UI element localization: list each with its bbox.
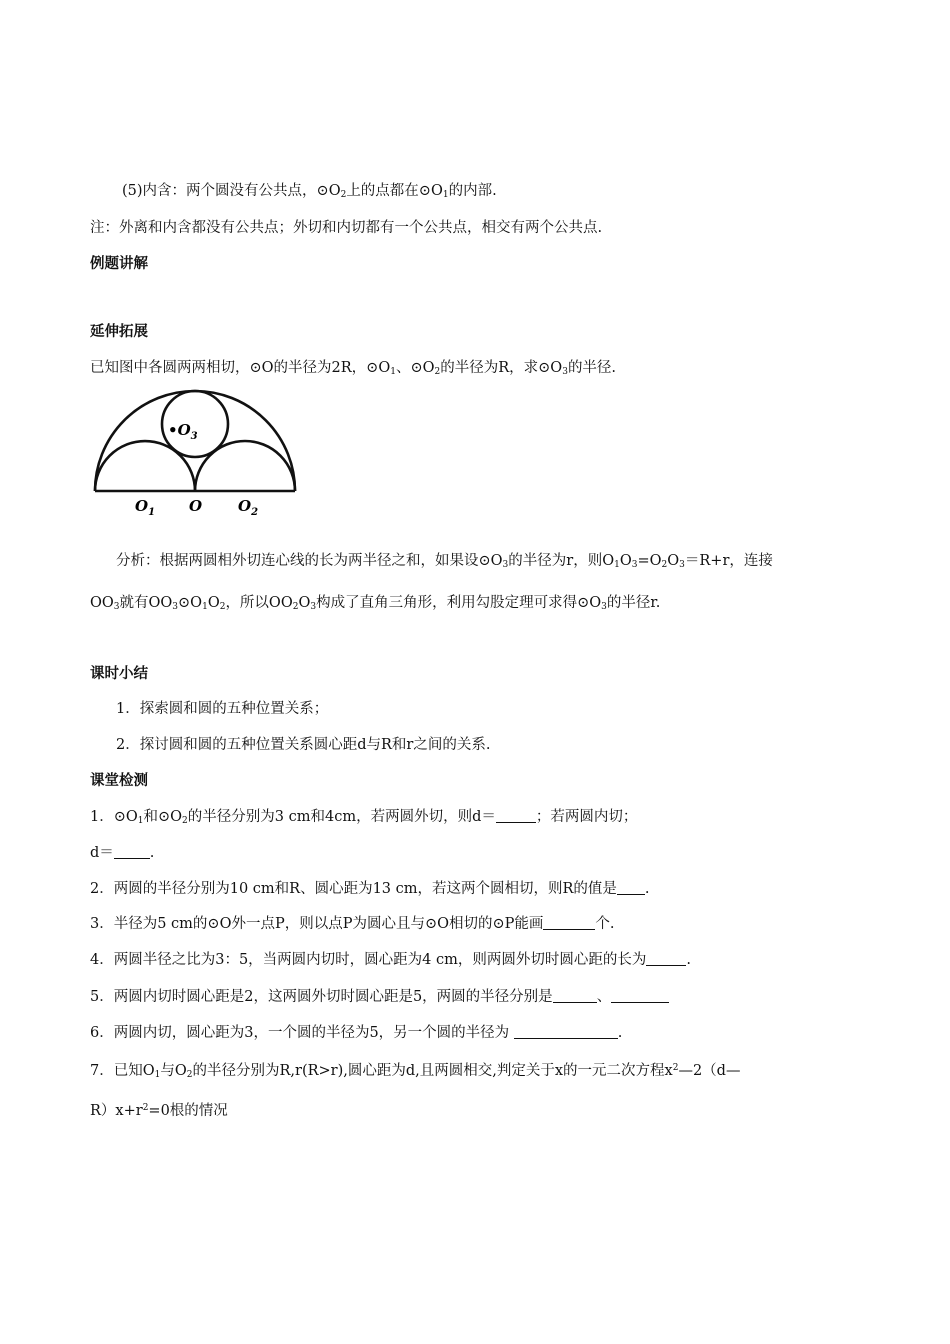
text: . xyxy=(149,845,155,861)
subscript: 3 xyxy=(631,560,638,570)
text: 的半径为r，则O xyxy=(508,553,615,569)
subscript: 3 xyxy=(310,602,317,612)
text: 已知图中各圆两两相切，⊙O的半径为2R，⊙O xyxy=(90,360,391,376)
answer-blank[interactable] xyxy=(611,988,669,1003)
text: 3．半径为5 cm的⊙O外一点P，则以点P为圆心且与⊙O相切的⊙P能画 xyxy=(90,916,544,932)
text: R）x+r xyxy=(90,1103,143,1119)
text: 、⊙O xyxy=(395,360,435,376)
analysis-line-2 xyxy=(90,593,660,617)
heading-test: 课堂检测 xyxy=(90,773,148,789)
text: ⊙O xyxy=(178,595,203,611)
text: (5)内含：两个圆没有公共点，⊙O xyxy=(122,183,341,199)
superscript: 2 xyxy=(672,1063,679,1073)
subscript: 3 xyxy=(113,602,120,612)
text: 7．已知O xyxy=(90,1063,155,1079)
question-7 xyxy=(90,1058,740,1085)
label-o: O xyxy=(189,497,203,515)
question-1 xyxy=(90,807,637,831)
heading-extension: 延伸拓展 xyxy=(90,324,148,340)
tangent-circles-figure xyxy=(90,383,310,523)
summary-item: 1．探索圆和圆的五种位置关系； xyxy=(116,701,329,717)
text: =0根的情况 xyxy=(148,1103,228,1119)
text: . xyxy=(617,1025,623,1041)
text: 构成了直角三角形，利用勾股定理可求得⊙O xyxy=(316,595,602,611)
text: 、 xyxy=(596,989,612,1005)
subscript: 1 xyxy=(154,1070,161,1080)
text: 1．⊙O xyxy=(90,809,138,825)
text: O xyxy=(619,553,632,569)
question-4 xyxy=(90,950,691,970)
answer-blank[interactable] xyxy=(543,915,595,930)
label-o3: $•O_3$ xyxy=(168,421,198,442)
text: O xyxy=(298,595,311,611)
answer-blank[interactable] xyxy=(646,951,686,966)
text: 的半径r. xyxy=(606,595,661,611)
subscript: 2 xyxy=(292,602,299,612)
subscript: 2 xyxy=(661,560,668,570)
subscript: 1 xyxy=(390,367,396,377)
text: . xyxy=(686,952,691,968)
subscript: 3 xyxy=(172,602,179,612)
subscript: 2 xyxy=(434,367,441,377)
text: 上的点都在⊙O xyxy=(346,183,443,199)
text: 与O xyxy=(160,1063,187,1079)
text: ＝R+r，连接 xyxy=(684,553,773,569)
text: 的半径. xyxy=(567,360,617,376)
text: 就有OO xyxy=(119,595,173,611)
analysis-line-1 xyxy=(116,551,773,575)
text: 个. xyxy=(595,916,615,932)
text: 的半径分别为R,r(R>r),圆心距为d,且两圆相交,判定关于x的一元二次方程x xyxy=(192,1063,673,1079)
text: 4．两圆半径之比为3：5，当两圆内切时，圆心距为4 cm，则两圆外切时圆心距的长为 xyxy=(90,952,647,968)
text: 的半径分别为3 cm和4cm，若两圆外切，则d＝ xyxy=(187,809,496,825)
subscript: 1 xyxy=(137,816,144,826)
question-7-cont xyxy=(90,1098,228,1121)
note-paragraph: 注：外离和内含都没有公共点；外切和内切都有一个公共点，相交有两个公共点. xyxy=(90,220,603,236)
superscript: 2 xyxy=(142,1103,149,1113)
text: OO xyxy=(90,595,114,611)
text: 的半径为R，求⊙O xyxy=(440,360,563,376)
text: 5．两圆内切时圆心距是2，这两圆外切时圆心距是5，两圆的半径分别是 xyxy=(90,989,553,1005)
subscript: 2 xyxy=(182,816,188,826)
answer-blank[interactable] xyxy=(514,1024,618,1039)
text: 分析：根据两圆相外切连心线的长为两半径之和，如果设⊙O xyxy=(116,553,503,569)
left-half-circle xyxy=(95,441,195,491)
text: ，所以OO xyxy=(225,595,293,611)
label-o1: $O_1$ xyxy=(135,497,156,518)
subscript: 1 xyxy=(442,190,449,200)
question-2 xyxy=(90,879,650,899)
question-5 xyxy=(90,987,669,1007)
subscript: 1 xyxy=(202,602,208,612)
text: O xyxy=(667,553,680,569)
text: ；若两圆内切； xyxy=(535,809,638,825)
text: . xyxy=(644,881,650,897)
answer-blank[interactable] xyxy=(553,988,597,1003)
summary-item: 2．探讨圆和圆的五种位置关系圆心距d与R和r之间的关系. xyxy=(116,737,491,753)
text: =O xyxy=(637,553,662,569)
text: 的内部. xyxy=(448,183,497,199)
subscript: 3 xyxy=(601,602,607,612)
text: —2（d— xyxy=(678,1063,741,1079)
heading-examples: 例题讲解 xyxy=(90,256,148,272)
answer-blank[interactable] xyxy=(496,808,536,823)
question-1-cont xyxy=(90,843,154,863)
subscript: 2 xyxy=(219,602,226,612)
case5-paragraph xyxy=(122,181,497,205)
question-6 xyxy=(90,1023,622,1043)
subscript: 3 xyxy=(679,560,685,570)
subscript: 2 xyxy=(340,190,347,200)
subscript: 3 xyxy=(562,367,568,377)
text: O xyxy=(207,595,220,611)
question-3 xyxy=(90,914,615,934)
problem-statement xyxy=(90,358,616,382)
text: 6．两圆内切，圆心距为3，一个圆的半径为5，另一个圆的半径为 xyxy=(90,1025,514,1041)
subscript: 3 xyxy=(502,560,509,570)
text: 和⊙O xyxy=(143,809,183,825)
answer-blank[interactable] xyxy=(114,844,150,859)
heading-summary: 课时小结 xyxy=(90,666,148,682)
right-half-circle xyxy=(195,441,295,491)
text: 2．两圆的半径分别为10 cm和R、圆心距为13 cm，若这两个圆相切，则R的值是 xyxy=(90,881,617,897)
label-o2: $O_2$ xyxy=(238,497,259,518)
subscript: 2 xyxy=(186,1070,193,1080)
answer-blank[interactable] xyxy=(617,880,645,895)
text: d＝ xyxy=(90,845,114,861)
subscript: 1 xyxy=(614,560,620,570)
